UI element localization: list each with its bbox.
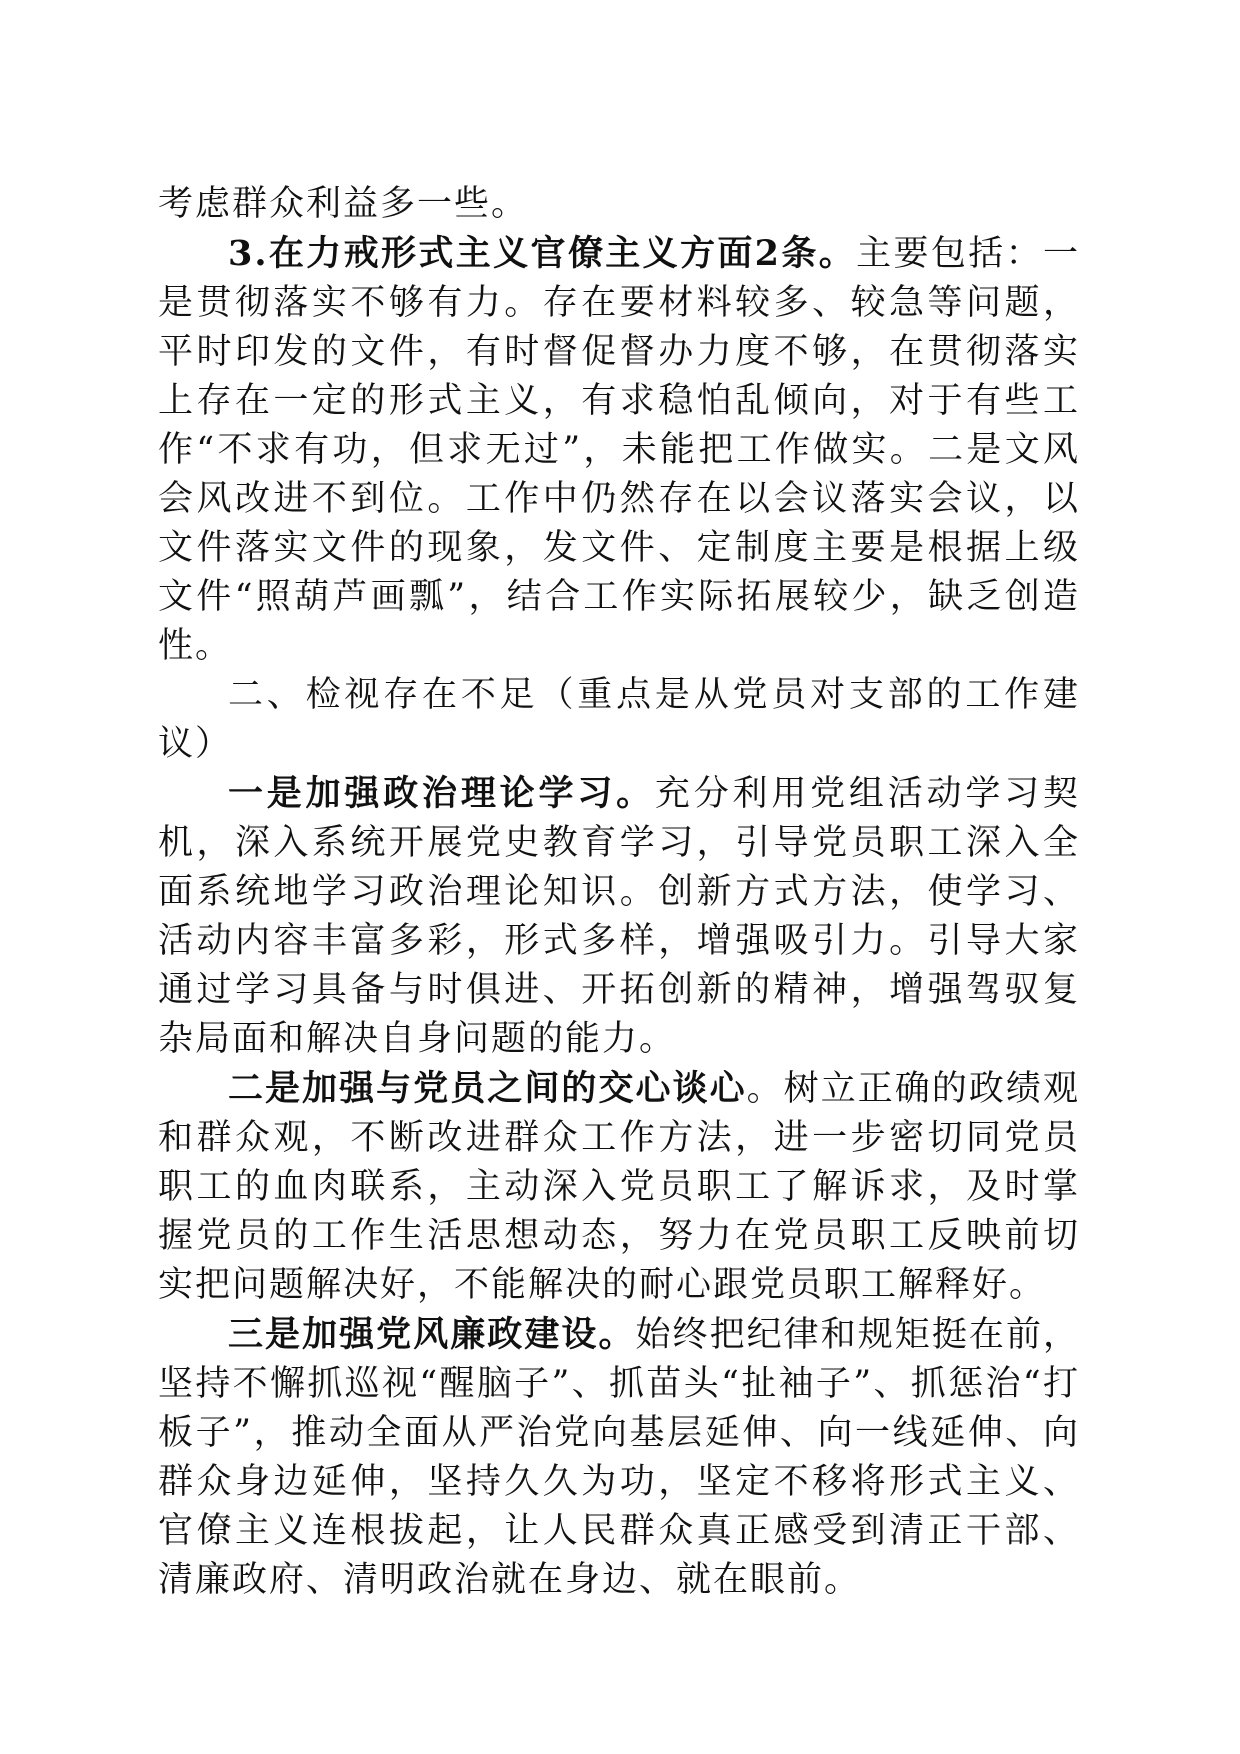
paragraph-heart-talk: [158, 1064, 1080, 1310]
section-heading: [158, 671, 1080, 769]
paragraph-lead: 3.在力戒形式主义官僚主义方面2条。: [228, 233, 857, 274]
paragraph-formalism: [158, 229, 1080, 671]
paragraph-lead: 一是加强政治理论学习。: [228, 773, 655, 814]
paragraph-text: 考虑群众利益多一些。: [158, 184, 529, 224]
paragraph-integrity: [158, 1310, 1080, 1605]
paragraph-text: 主要包括：一是贯彻落实不够有力。存在要材料较多、较急等问题，平时印发的文件，有时督促督办力度不够，在贯彻落实上存在一定的形式主义，有求稳怕乱倾向，对于有些工作“不求有功，但求无过”，未能把工作做实。二是文风会风改进不到位。工作中仍然存在以会议落实会议，以文件落实文件的现象，发文件、定制度主要是根据上级文件“照葫芦画瓢”，结合工作实际拓展较少，缺乏创造性。: [158, 234, 1080, 666]
paragraph-text: 始终把纪律和规矩挺在前，坚持不懈抓巡视“醒脑子”、抓苗头“扯袖子”、抓惩治“打板子”，推动全面从严治党向基层延伸、向一线延伸、向群众身边延伸，坚持久久为功，坚定不移将形式主义、官僚主义连根拔起，让人民群众真正感受到清正干部、清廉政府、清明政治就在身边、就在眼前。: [158, 1315, 1080, 1600]
paragraph-theory-study: [158, 769, 1080, 1064]
section-heading-text: 二、检视存在不足（重点是从党员对支部的工作建议）: [158, 675, 1080, 764]
paragraph-continued: [158, 180, 1080, 229]
paragraph-lead: 三是加强党风廉政建设。: [228, 1314, 636, 1355]
paragraph-lead: 二是加强与党员之间的交心谈心: [228, 1068, 747, 1109]
document-page: [158, 180, 1080, 1605]
paragraph-text: 充分利用党组活动学习契机，深入系统开展党史教育学习，引导党员职工深入全面系统地学习政治理论知识。创新方式方法，使学习、活动内容丰富多彩，形式多样，增强吸引力。引导大家通过学习具备与时俱进、开拓创新的精神，增强驾驭复杂局面和解决自身问题的能力。: [158, 774, 1080, 1059]
paragraph-text: 。树立正确的政绩观和群众观，不断改进群众工作方法，进一步密切同党员职工的血肉联系，主动深入党员职工了解诉求，及时掌握党员的工作生活思想动态，努力在党员职工反映前切实把问题解决好，不能解决的耐心跟党员职工解释好。: [158, 1069, 1080, 1305]
